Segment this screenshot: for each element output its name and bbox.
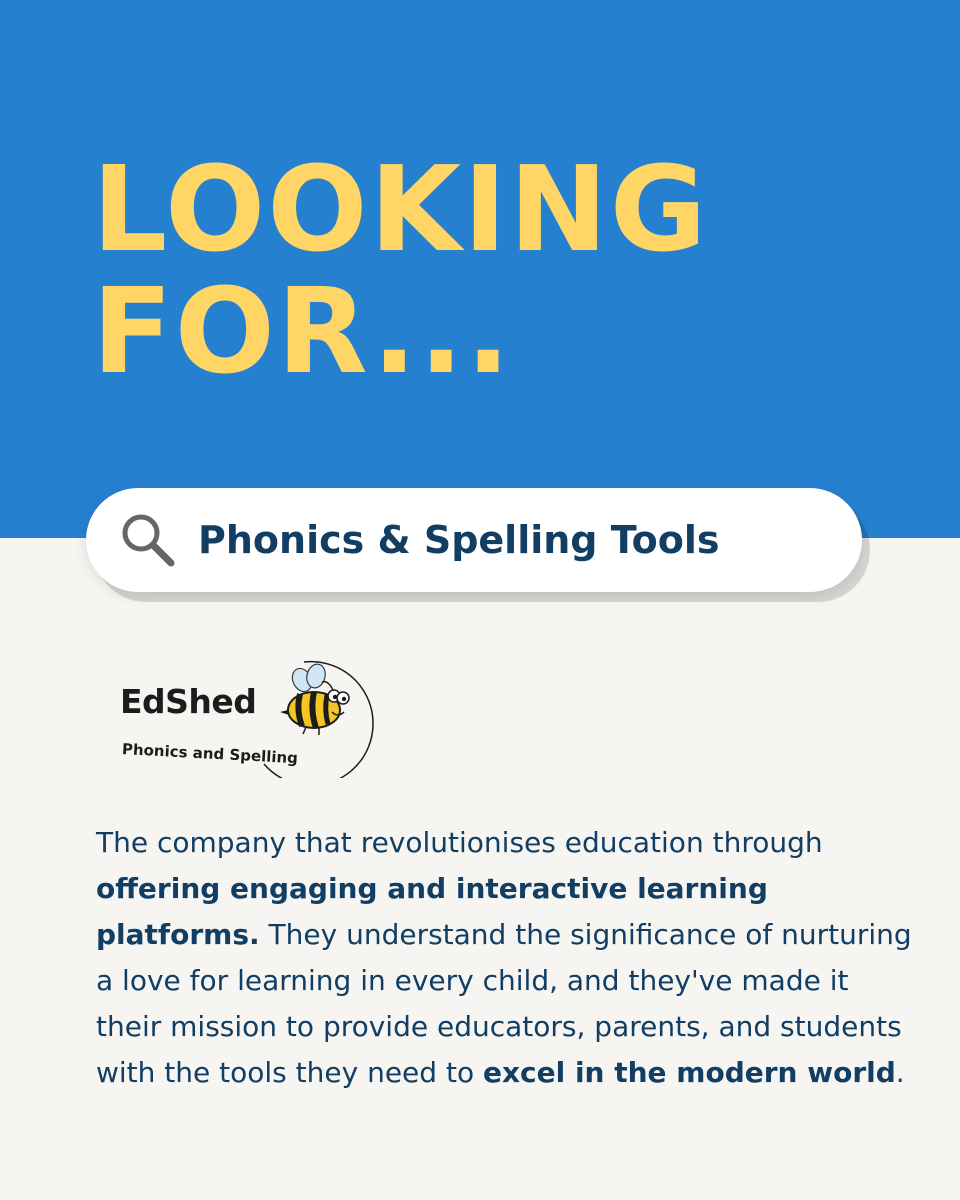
search-icon [116,508,180,572]
logo-wordmark: EdShed [120,682,257,721]
edshed-logo [114,652,384,778]
description-paragraph [96,820,916,1096]
headline [92,140,709,400]
bee-icon [280,662,349,735]
description-text-1: The company that revolutionises education through [96,826,823,859]
description-text-2: They understand the significance of nurturing a love for learning in every child, and they've made it their mission to provide educators, parents, and students with the tools they need to [96,918,912,1089]
search-bar [86,488,862,592]
description-bold-1: offering engaging and interactive learning platforms. [96,872,768,951]
description-bold-2: excel in the modern world [482,1056,896,1089]
logo-tagline: Phonics and Spelling [121,740,299,768]
description-text-3: . [895,1056,905,1089]
headline-line-2: FOR... [92,262,513,400]
search-query-text: Phonics & Spelling Tools [198,518,720,562]
headline-line-1: LOOKING [92,140,709,278]
